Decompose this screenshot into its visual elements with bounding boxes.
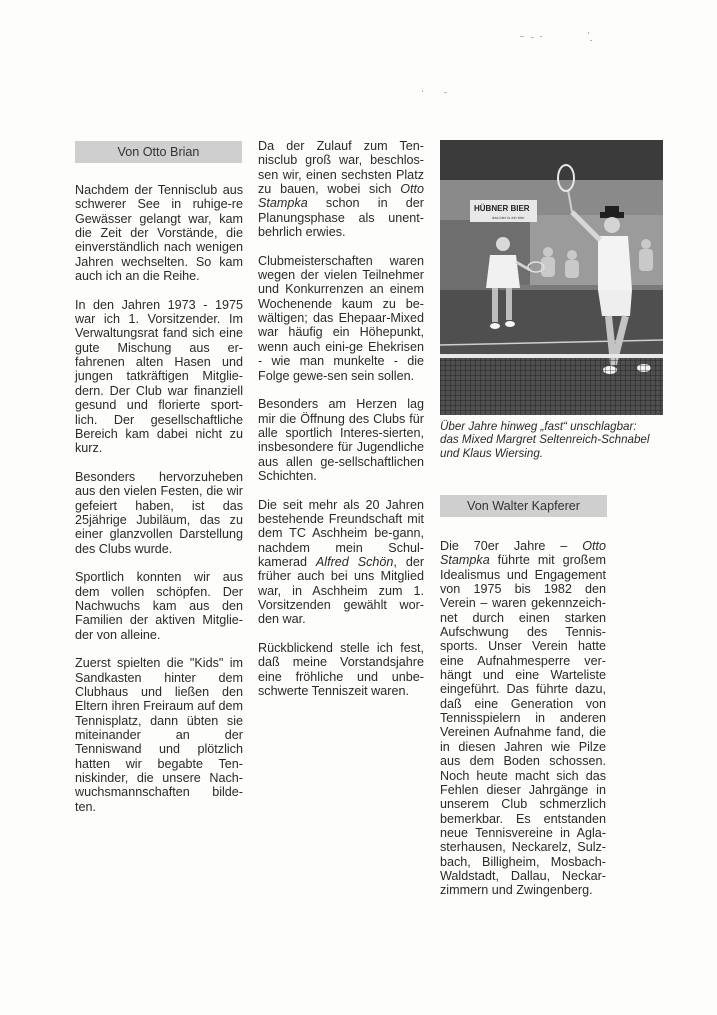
paragraph: Zuerst spielten die "Kids" im Sandkasten hinter dem Clubhaus und ließen den Eltern ihren Freiraum auf dem Tennisplatz, dann übten sie miteinander an der Tenniswand und plötzlich hatten wir begabte Ten-niskinder, die unsere Nach-wuchsmannschaften bilde-ten.: [75, 656, 243, 814]
person-name: Alfred Schön: [315, 554, 394, 569]
svg-text:HÜBNER BIER: HÜBNER BIER: [474, 204, 530, 213]
paragraph: Rückblickend stelle ich fest, daß meine Vorstandsjahre eine fröhliche und unbe-schwerte Tenniszeit waren.: [258, 641, 424, 699]
person-name: Otto Stampka: [258, 182, 424, 211]
paragraph: Sportlich konnten wir aus dem vollen schöpfen. Der Nachwuchs kam aus den Familien der aktiven Mitglie-der von alleine.: [75, 570, 243, 642]
svg-text:das bier is ein bier: das bier is ein bier: [492, 215, 525, 220]
tennis-mixed-doubles-photo: [440, 140, 663, 415]
caption-line: und Klaus Wiersing.: [440, 446, 544, 460]
scan-specks: [0, 0, 717, 100]
paragraph: Die seit mehr als 20 Jahren bestehende Freundschaft mit dem TC Aschheim be-gann, nachdem mein Schul-kamerad Alfred Schön, der früher auch bei uns Mitglied war, in Aschheim zum 1. Vorsitzenden gewählt wor-den war.: [258, 497, 425, 627]
article-column-3: [440, 539, 606, 912]
paragraph: Besonders am Herzen lag mir die Öffnung des Clubs für alle sportlich Interes-sierten, insbesondere für Jugendliche aus allen ge-sellschaftlichen Schichten.: [258, 397, 424, 483]
caption-line: Über Jahre hinweg „fast“ unschlagbar:: [440, 420, 637, 433]
paragraph: Die 70er Jahre – Otto Stampka führte mit großem Idealismus und Engagement von 1975 bis 1982 den Verein – waren gekennzeich-net durch einen starken Aufschwung des Tennis-sports. Unser Verein hatte eine Aufnahmesperre ver-hängt und eine Warteliste eingeführt. Das führte dazu, daß eine Generation von Tennisspielern in anderen Vereinen Aufnahme fand, die in diesen Jahren wie Pilze aus dem Boden schossen. Noch heute macht sich das Fehlen dieser Jahrgänge in unserem Club schmerzlich bemerkbar. Es entstanden neue Tennisvereine in Agla-sterhausen, Neckarelz, Sulz-bach, Billigheim, Mosbach-Waldstadt, Dallau, Neckar-zimmern und Zwingenberg.: [440, 539, 606, 898]
article-column-2: [258, 139, 424, 713]
paragraph: In den Jahren 1973 - 1975 war ich 1. Vorsitzender. Im Verwaltungsrat fand sich eine gute Mischung aus er-fahrenen alten Hasen und jungen tatkräftigen Mitglie-dern. Der Club war finanziell gesund und florierte sport-lich. Der gesellschaftliche Bereich kam dabei nicht zu kurz.: [75, 297, 243, 456]
photo-caption: [440, 420, 670, 460]
author-heading-walter-kapferer: Von Walter Kapferer: [440, 495, 607, 517]
article-column-1: [75, 183, 243, 828]
person-name: Otto Stampka: [440, 539, 606, 568]
paragraph: Nachdem der Tennisclub aus schwerer See in ruhige-re Gewässer gelangt war, kam die Zeit der Vorstände, die einverständlich nach wenigen Jahren wechselten. So kam auch ich an die Reihe.: [75, 183, 243, 284]
caption-line: das Mixed Margret Seltenreich-Schnabel: [440, 433, 650, 447]
paragraph: Besonders hervorzuheben aus den vielen Festen, die wir gefeiert haben, ist das 25jährige Jubiläum, das zu einer glanzvollen Darstellung des Clubs wurde.: [75, 469, 243, 556]
paragraph: Da der Zulauf zum Ten-nisclub groß war, beschlos-sen wir, einen sechsten Platz zu bauen, wobei sich Otto Stampka schon in der Planungsphase als unent-behrlich erwies.: [258, 139, 424, 240]
paragraph: Clubmeisterschaften waren wegen der vielen Teilnehmer und Konkurrenzen an einem Wochenende kaum zu be-wältigen; das Ehepaar-Mixed war häufig ein Höhepunkt, wenn auch eini-ge Ehekrisen - wie man munkelte - die Folge gewe-sen sein sollen.: [258, 253, 424, 383]
sponsor-sign: [470, 200, 537, 222]
author-heading-otto-brian: Von Otto Brian: [75, 141, 242, 163]
